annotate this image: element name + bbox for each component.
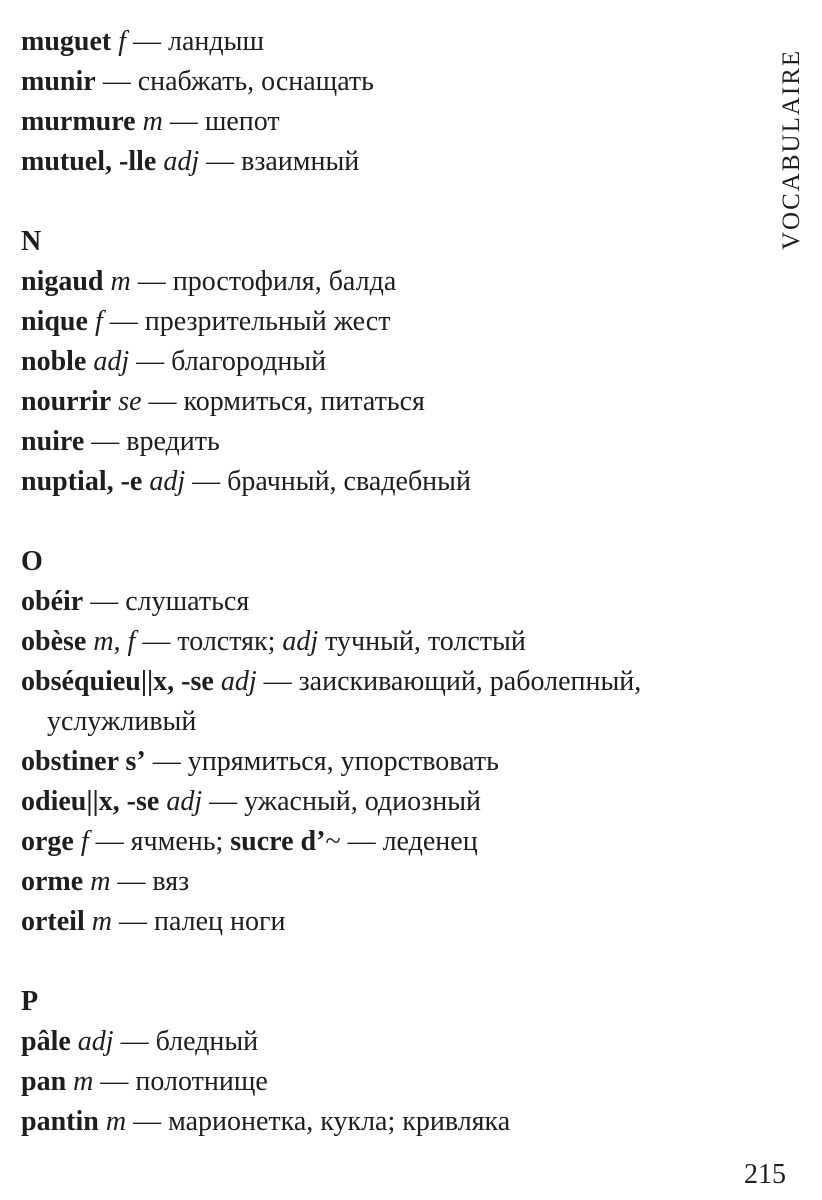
- dictionary-entry: [21, 142, 741, 182]
- grammar-label: f: [118, 26, 127, 57]
- translation-text: ~ — леденец: [325, 826, 478, 857]
- letter-heading: [21, 222, 741, 262]
- headword: pantin: [21, 1106, 99, 1137]
- blank-line: [21, 942, 741, 982]
- headword: obèse: [21, 626, 87, 657]
- dictionary-entry: [21, 462, 741, 502]
- headword: nourrir: [21, 386, 112, 417]
- headword: O: [21, 546, 43, 577]
- dictionary-entry: [21, 1022, 741, 1062]
- headword: nigaud: [21, 266, 104, 297]
- translation-text: [104, 266, 111, 297]
- dictionary-entry: [21, 302, 741, 342]
- blank-line: [21, 502, 741, 542]
- dictionary-entry: [21, 862, 741, 902]
- translation-text: — полотнище: [93, 1066, 268, 1097]
- dictionary-entry: [21, 22, 741, 62]
- headword: nique: [21, 306, 88, 337]
- grammar-label: adj: [93, 346, 130, 377]
- translation-text: — марионетка, кукла; кривляка: [126, 1106, 511, 1137]
- grammar-label: m: [90, 866, 111, 897]
- translation-text: — простофиля, балда: [130, 266, 397, 297]
- dictionary-entry: [21, 1102, 741, 1142]
- dictionary-entry: [21, 102, 741, 142]
- dictionary-entry: [21, 1062, 741, 1102]
- translation-text: — кормиться, питаться: [141, 386, 425, 417]
- grammar-label: adj: [163, 146, 200, 177]
- headword: odieu||x, -se: [21, 786, 160, 817]
- dictionary-entry: [21, 742, 741, 782]
- translation-text: — ячмень;: [88, 826, 231, 857]
- translation-text: — палец ноги: [111, 906, 286, 937]
- translation-text: [74, 826, 81, 857]
- grammar-label: adj: [282, 626, 319, 657]
- translation-text: — вредить: [84, 426, 220, 457]
- grammar-label: m: [142, 106, 163, 137]
- translation-text: — ужасный, одиозный: [202, 786, 482, 817]
- entry-continuation: [21, 702, 741, 742]
- headword: mutuel, -lle: [21, 146, 157, 177]
- translation-text: [88, 306, 95, 337]
- grammar-label: f: [94, 306, 103, 337]
- translation-text: — упрямиться, упорствовать: [145, 746, 499, 777]
- grammar-label: adj: [220, 666, 257, 697]
- headword: pâle: [21, 1026, 71, 1057]
- letter-heading: [21, 542, 741, 582]
- translation-text: — брачный, свадебный: [185, 466, 471, 497]
- dictionary-entry: [21, 582, 741, 622]
- dictionary-entry: [21, 382, 741, 422]
- translation-text: [136, 106, 143, 137]
- headword: nuire: [21, 426, 85, 457]
- headword: orge: [21, 826, 74, 857]
- dictionary-entry: [21, 782, 741, 822]
- grammar-label: m: [73, 1066, 94, 1097]
- grammar-label: adj: [77, 1026, 114, 1057]
- translation-text: — благородный: [129, 346, 327, 377]
- page-number: 215: [744, 1159, 786, 1190]
- letter-heading: [21, 982, 741, 1022]
- headword: obséquieu||x, -se: [21, 666, 214, 697]
- grammar-label: m: [110, 266, 131, 297]
- translation-text: — ландыш: [126, 26, 265, 57]
- translation-text: — слушаться: [83, 586, 250, 617]
- blank-line: [21, 182, 741, 222]
- vocabulary-list: [21, 22, 741, 1142]
- translation-text: — вяз: [110, 866, 190, 897]
- translation-text: — заискивающий, раболепный,: [256, 666, 642, 697]
- headword: nuptial, -e: [21, 466, 143, 497]
- headword: muguet: [21, 26, 112, 57]
- headword: obstiner s’: [21, 746, 146, 777]
- headword: N: [21, 226, 42, 257]
- headword: noble: [21, 346, 87, 377]
- translation-text: тучный, толстый: [318, 626, 526, 657]
- dictionary-entry: [21, 822, 741, 862]
- grammar-label: m: [91, 906, 112, 937]
- headword: P: [21, 986, 39, 1017]
- translation-text: — толстяк;: [135, 626, 283, 657]
- translation-text: — бледный: [113, 1026, 259, 1057]
- dictionary-entry: [21, 62, 741, 102]
- headword: obéir: [21, 586, 84, 617]
- headword: orme: [21, 866, 84, 897]
- dictionary-entry: [21, 662, 741, 702]
- translation-text: — снабжать, оснащать: [95, 66, 374, 97]
- translation-text: — презрительный жест: [102, 306, 391, 337]
- grammar-label: m: [105, 1106, 127, 1137]
- translation-text: услужливый: [47, 706, 197, 737]
- dictionary-entry: [21, 262, 741, 302]
- translation-text: — взаимный: [199, 146, 360, 177]
- headword: munir: [21, 66, 96, 97]
- headword: orteil: [21, 906, 85, 937]
- translation-text: [85, 906, 92, 937]
- grammar-label: adj: [166, 786, 203, 817]
- bold-phrase: sucre d’: [230, 826, 326, 857]
- headword: pan: [21, 1066, 67, 1097]
- translation-text: [71, 1026, 78, 1057]
- grammar-label: adj: [149, 466, 186, 497]
- dictionary-entry: [21, 422, 741, 462]
- translation-text: [99, 1106, 106, 1137]
- translation-text: [214, 666, 221, 697]
- running-head: VOCABULAIRE: [778, 48, 805, 250]
- dictionary-entry: [21, 622, 741, 662]
- grammar-label: f: [80, 826, 89, 857]
- dictionary-entry: [21, 342, 741, 382]
- headword: murmure: [21, 106, 136, 137]
- grammar-label: se: [118, 386, 142, 417]
- dictionary-entry: [21, 902, 741, 942]
- grammar-label: m, f: [93, 626, 136, 657]
- translation-text: — шепот: [162, 106, 280, 137]
